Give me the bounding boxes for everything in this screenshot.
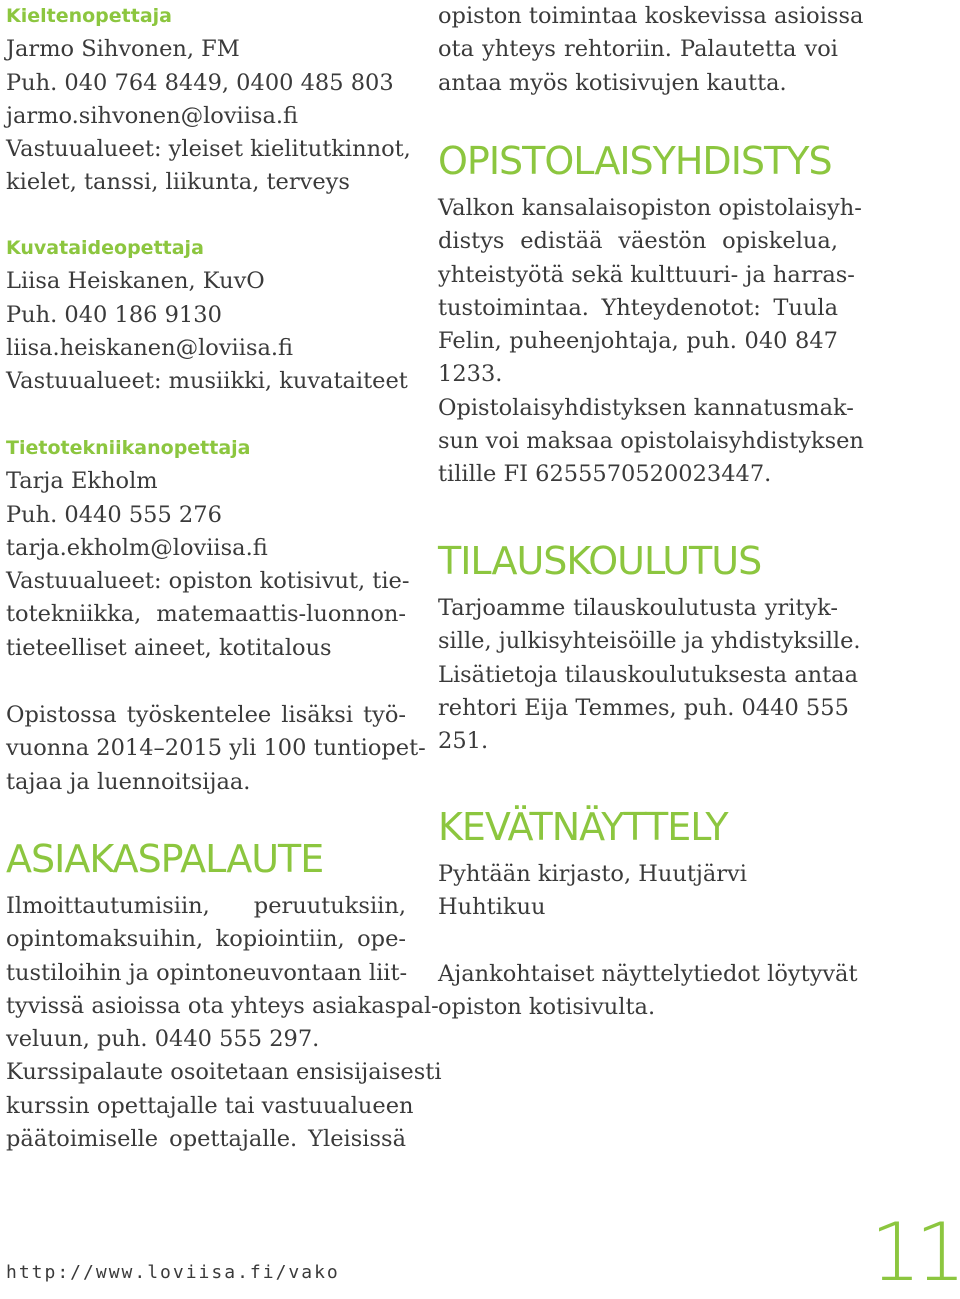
teacher-duties: kielet, tanssi, liikunta, terveys [6,169,350,196]
section-line: veluun, puh. 0440 555 297. [6,1026,320,1053]
teacher-duties: Vastuualueet: musiikki, kuvataiteet [6,368,408,395]
section-line: Lisätietoja tilauskoulutuksesta antaa [438,661,858,688]
right-intro [438,0,864,100]
staff-note-line: Opistossa työskentelee lisäksi työ- [6,702,406,728]
section-line: opintomaksuihin, kopiointiin, ope- [6,926,406,953]
teacher-languages [6,0,411,200]
section-line: 1233. [438,361,503,388]
section-line: rehtori Eija Temmes, puh. 0440 555 [438,694,849,721]
staff-note [6,699,426,799]
teacher-name: Tarja Ekholm [6,468,158,495]
section-line: Ilmoittautumisiin, peruutuksiin, [6,893,406,919]
teacher-email[interactable]: jarmo.sihvonen@loviisa.fi [6,102,299,129]
teacher-it [6,432,410,665]
section-asiakaspalaute [6,836,442,1156]
exhibition-note: opiston kotisivulta. [438,993,656,1020]
section-line: Opistolaisyhdistyksen kannatusmak- [438,394,854,421]
staff-note-line: vuonna 2014–2015 yli 100 tuntiopet- [6,735,426,762]
section-line: tilille FI 6255570520023447. [438,461,772,488]
teacher-duties: Vastuualueet: opiston kotisivut, tie- [6,568,410,595]
exhibition-note: Ajankohtaiset näyttelytiedot löytyvät [438,960,858,987]
section-tilauskoulutus [438,538,861,758]
section-line: Felin, puheenjohtaja, puh. 040 847 [438,328,838,355]
section-line: distys edistää väestön opiskelua, [438,228,838,255]
teacher-phone: Puh. 040 764 8449, 0400 485 803 [6,69,394,96]
section-opistolaisyhdistys [438,138,864,492]
section-line: sun voi maksaa opistolaisyhdistyksen [438,428,864,455]
section-kevatnayttely [438,804,858,1024]
section-line: sille, julkisyhteisöille ja yhdistyksille. [438,628,861,655]
section-line: kurssin opettajalle tai vastuualueen [6,1092,414,1119]
section-line: päätoimiselle opettajalle. Yleisissä [6,1126,406,1153]
intro-line: opiston toimintaa koskevissa asioissa [438,3,864,29]
section-line: Valkon kansalaisopiston opistolaisyh- [438,195,862,221]
teacher-name: Jarmo Sihvonen, FM [6,36,240,63]
page-number: 11 [870,1206,960,1299]
section-heading: OPISTOLAISYHDISTYS [438,139,832,183]
intro-line: antaa myös kotisivujen kautta. [438,69,787,96]
section-line: yhteistyötä sekä kulttuuri- ja harras- [438,261,855,288]
teacher-duties: Vastuualueet: yleiset kielitutkinnot, [6,136,411,163]
teacher-art [6,232,408,398]
teacher-duties: tieteelliset aineet, kotitalous [6,634,332,661]
section-line: tustiloihin ja opintoneuvontaan liit- [6,959,408,986]
section-line: tustoimintaa. Yhteydenotot: Tuula [438,294,838,321]
section-line: Kurssipalaute osoitetaan ensisijaisesti [6,1059,442,1086]
exhibition-location: Pyhtään kirjasto, Huutjärvi [438,861,747,887]
teacher-duties: totekniikka, matemaattis-luonnon- [6,601,406,628]
intro-line: ota yhteys rehtoriin. Palautetta voi [438,36,838,63]
staff-note-line: tajaa ja luennoitsijaa. [6,768,251,795]
teacher-name: Liisa Heiskanen, KuvO [6,268,265,295]
teacher-email[interactable]: tarja.ekholm@loviisa.fi [6,534,268,561]
section-heading: TILAUSKOULUTUS [438,539,762,583]
teacher-phone: Puh. 0440 555 276 [6,501,222,528]
section-heading: KEVÄTNÄYTTELY [438,805,728,849]
teacher-phone: Puh. 040 186 9130 [6,301,222,328]
section-line: Tarjoamme tilauskoulutusta yrityk- [438,595,838,621]
role-heading: Kieltenopettaja [6,5,172,27]
teacher-email[interactable]: liisa.heiskanen@loviisa.fi [6,334,294,361]
role-heading: Tietotekniikanopettaja [6,437,251,459]
section-line: tyvissä asioissa ota yhteys asiakaspal- [6,992,439,1019]
role-heading: Kuvataideopettaja [6,237,204,259]
footer-url-link[interactable]: http://www.loviisa.fi/vako [6,1262,340,1283]
exhibition-time: Huhtikuu [438,894,546,921]
section-heading: ASIAKASPALAUTE [6,837,324,881]
section-line: 251. [438,728,489,755]
